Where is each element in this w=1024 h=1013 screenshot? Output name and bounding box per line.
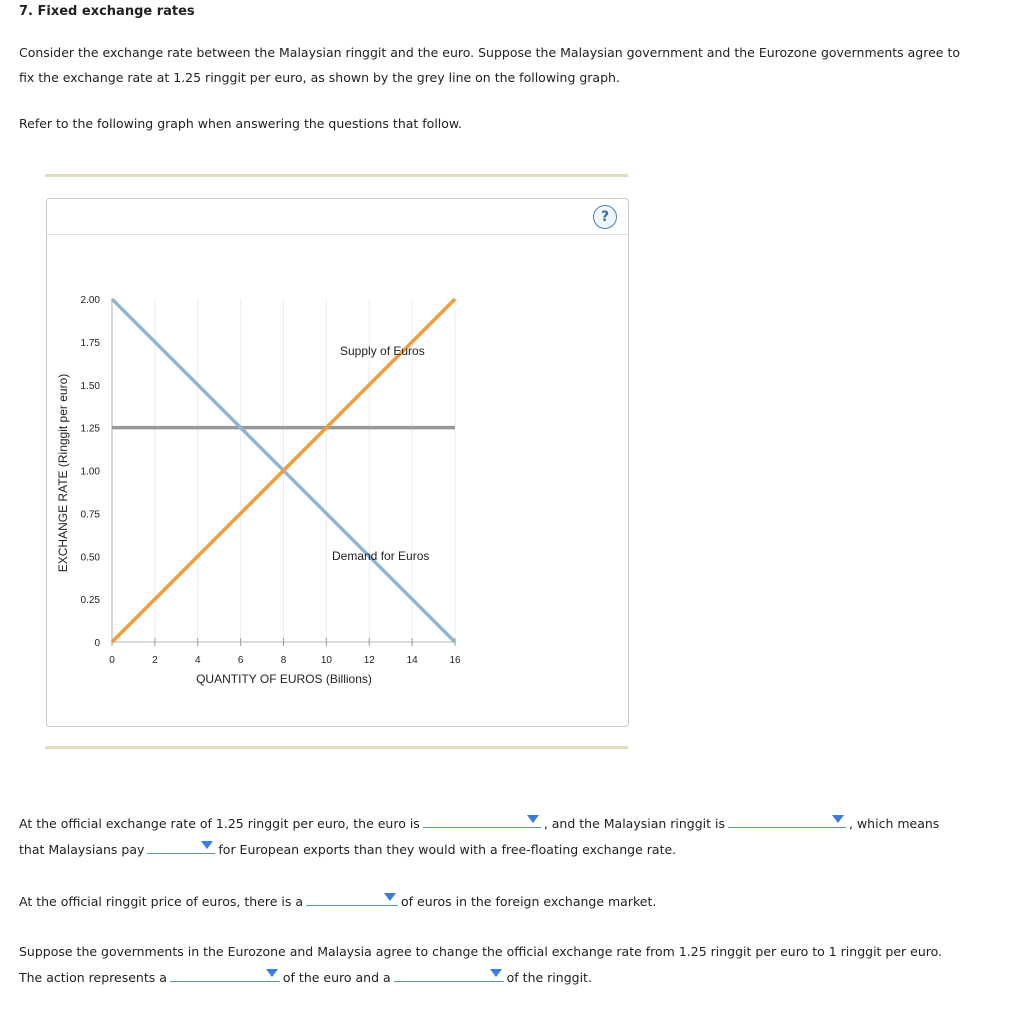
market-condition-dropdown[interactable] — [306, 888, 398, 906]
intro-line-2: fix the exchange rate at 1.25 ringgit per euro, as shown by the grey line on the following graph. — [19, 70, 620, 85]
dropdown-arrow-icon — [832, 815, 844, 823]
y-tick-label: 1.00 — [80, 466, 100, 478]
x-tick-label: 4 — [194, 655, 201, 666]
y-tick-label: 0.50 — [80, 552, 100, 564]
euro-change-dropdown[interactable] — [170, 964, 280, 982]
divider-bottom — [45, 746, 628, 749]
ringgit-change-dropdown[interactable] — [394, 964, 504, 982]
y-tick-label: 0.25 — [80, 595, 100, 607]
q1-text-5: for European exports than they would with a free-floating exchange rate. — [218, 842, 677, 857]
help-icon[interactable]: ? — [593, 205, 617, 229]
x-tick-label: 2 — [152, 655, 158, 666]
q3-line-2 — [19, 964, 592, 990]
x-tick-label: 8 — [280, 655, 287, 666]
q1-line-2 — [19, 836, 676, 862]
q2-text-1: At the official ringgit price of euros, there is a — [19, 894, 303, 909]
divider-top — [45, 174, 628, 177]
x-tick-label: 14 — [406, 655, 418, 666]
x-tick-label: 16 — [449, 655, 461, 666]
q1-text-3: , which means — [849, 816, 940, 831]
pay-comparison-dropdown[interactable] — [147, 836, 215, 854]
x-tick-label: 6 — [237, 655, 244, 666]
y-tick-label: 1.75 — [80, 337, 100, 349]
q2-text-2: of euros in the foreign exchange market. — [400, 894, 657, 909]
dropdown-arrow-icon — [490, 969, 502, 977]
q2-line — [19, 888, 656, 914]
intro-line-1: Consider the exchange rate between the Malaysian ringgit and the euro. Suppose the Malaysian government and the Eurozone governments agree to — [19, 45, 960, 60]
q3-line-1: Suppose the governments in the Eurozone and Malaysia agree to change the official exchange rate from 1.25 ringgit per euro to 1 ringgit per euro. — [19, 944, 943, 959]
y-tick-label: 1.25 — [80, 423, 100, 435]
y-tick-label: 2.00 — [80, 295, 100, 306]
q3-text-1: The action represents a — [19, 970, 167, 985]
y-tick-label: 0 — [94, 638, 100, 649]
demand-label: Demand for Euros — [332, 549, 430, 563]
dropdown-arrow-icon — [384, 893, 396, 901]
dropdown-arrow-icon — [527, 815, 539, 823]
y-tick-label: 0.75 — [80, 509, 100, 521]
ringgit-valuation-dropdown[interactable] — [728, 810, 846, 828]
y-axis-label: EXCHANGE RATE (Ringgit per euro) — [56, 373, 70, 573]
q1-text-1: At the official exchange rate of 1.25 ringgit per euro, the euro is — [19, 816, 420, 831]
dropdown-arrow-icon — [266, 969, 278, 977]
supply-label: Supply of Euros — [340, 344, 425, 358]
question-title: 7. Fixed exchange rates — [19, 4, 195, 19]
graph-panel — [46, 198, 629, 727]
q3-text-3: of the ringgit. — [506, 970, 592, 985]
x-tick-label: 10 — [320, 655, 332, 666]
exchange-rate-graph — [47, 199, 628, 726]
q1-line-1 — [19, 810, 939, 836]
x-tick-label: 12 — [363, 655, 375, 666]
euro-valuation-dropdown[interactable] — [423, 810, 541, 828]
q1-text-2: , and the Malaysian ringgit is — [543, 816, 726, 831]
dropdown-arrow-icon — [201, 841, 213, 849]
x-tick-label: 0 — [109, 655, 115, 666]
q1-text-4: that Malaysians pay — [19, 842, 145, 857]
x-axis-label: QUANTITY OF EUROS (Billions) — [196, 672, 372, 686]
refer-text: Refer to the following graph when answering the questions that follow. — [19, 116, 462, 131]
q3-text-2: of the euro and a — [282, 970, 391, 985]
y-tick-label: 1.50 — [80, 380, 100, 392]
